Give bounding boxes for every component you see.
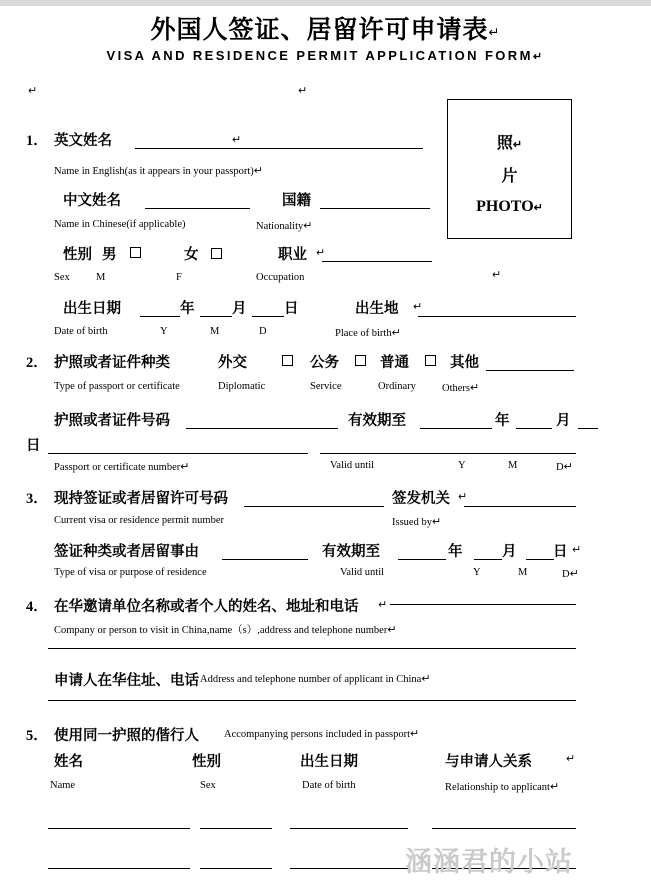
column-header-sex-cn: 性别 [192,754,221,770]
photo-char-1: 照 [496,135,513,152]
field-current-visa-number[interactable] [244,506,384,507]
label-dob-cn: 出生日期 [63,301,121,317]
label-visa-valid-d-text: D [562,569,570,580]
label-visa-valid-year-cn: 年 [448,544,463,560]
field-passport-number[interactable] [186,428,338,429]
label-accompanying-en [224,727,419,740]
pilcrow-title: ↵ [488,24,501,40]
field-name-english[interactable] [135,148,423,149]
label-name-english-cn: 英文姓名 [54,133,112,149]
label-passport-valid-m: M [508,460,518,471]
field-occupation[interactable] [322,261,432,262]
label-visa-valid-month-cn: 月 [502,544,517,560]
label-passport-valid-month-cn: 月 [556,413,571,429]
label-dob-y: Y [160,326,168,337]
pilcrow-mark: ↵ [253,165,263,177]
checkbox-ordinary[interactable] [425,355,436,366]
column-header-dob-cn: 出生日期 [300,754,358,770]
label-applicant-address-en [200,672,431,685]
pilcrow-mark: ↵ [316,247,326,259]
column-header-name-en: Name [50,780,76,791]
label-passport-number-cn: 护照或者证件号码 [54,413,170,429]
label-name-english-en [54,164,263,177]
label-service-en: Service [310,381,342,392]
field-visa-valid-year[interactable] [398,559,446,560]
label-passport-valid-cn: 有效期至 [348,413,406,429]
checkbox-female[interactable] [211,248,222,259]
field-visa-valid-day[interactable] [526,559,554,560]
field-inviter-line-1[interactable] [48,648,576,649]
page-subtitle [0,48,651,63]
photo-label-cn-2 [447,163,572,186]
pilcrow-mark: ↵ [569,568,579,580]
label-inviter-cn: 在华邀请单位名称或者个人的姓名、地址和电话 [54,599,359,615]
label-nationality-en-text: Nationality [256,221,304,232]
label-occupation-en: Occupation [256,272,305,283]
label-dob-day-cn: 日 [284,301,299,317]
checkbox-diplomatic[interactable] [282,355,293,366]
field-applicant-address-line[interactable] [48,700,576,701]
photo-label-en [447,198,572,216]
label-nationality-cn: 国籍 [282,193,311,209]
label-inviter-en [54,622,397,637]
label-pob-en-text: Place of birth [335,328,392,339]
pilcrow-subtitle: ↵ [532,51,545,63]
label-accompanying-en-text: Accompanying persons included in passport [224,729,411,740]
label-service-cn: 公务 [310,355,339,371]
label-passport-valid-day-cn: 日 [26,438,41,454]
field-visa-valid-month[interactable] [474,559,502,560]
pilcrow-mark: ↵ [303,220,313,232]
label-female-en: F [176,272,182,283]
label-inviter-en-text: Company or person to visit in China,name（s）,address and telephone number [54,625,388,636]
label-sex-cn: 性别 [63,247,92,263]
column-header-relationship-en-text: Relationship to applicant [445,782,550,793]
field-dob-year[interactable] [140,316,180,317]
photo-label-photo: PHOTO [476,198,534,215]
label-visa-type-cn: 签证种类或者居留事由 [54,544,199,560]
label-visa-valid-en: Valid until [340,567,385,578]
label-others-en-text: Others [442,383,470,394]
label-visa-valid-m: M [518,567,528,578]
pilcrow-mark: ↵ [572,544,582,556]
pilcrow-mark: ↵ [470,382,480,394]
section-2-number: 2． [26,355,48,371]
label-passport-valid-d-text: D [556,462,564,473]
field-name-chinese[interactable] [145,208,250,209]
label-current-visa-cn: 现持签证或者居留许可号码 [54,491,228,507]
column-header-dob-en: Date of birth [302,780,356,791]
checkbox-male[interactable] [130,247,141,258]
label-passport-valid-y: Y [458,460,466,471]
label-dob-m: M [210,326,220,337]
label-accompanying-cn: 使用同一护照的偕行人 [54,728,199,744]
label-ordinary-en: Ordinary [378,381,416,392]
page-title [0,10,651,46]
pilcrow-mark: ↵ [180,461,190,473]
field-place-of-birth[interactable] [418,316,576,317]
field-passport-number-continued[interactable] [48,453,308,454]
label-applicant-address-en-text: Address and telephone number of applicant in China [200,674,422,685]
label-passport-type-cn: 护照或者证件种类 [54,355,170,371]
page-title-text: 外国人签证、居留许可申请表 [150,17,489,44]
label-pob-cn: 出生地 [355,301,399,317]
pilcrow-mark: ↵ [391,327,401,339]
label-visa-valid-y: Y [473,567,481,578]
label-occupation-cn: 职业 [278,247,307,263]
pilcrow-mark: ↵ [413,301,423,313]
field-passport-valid-continued[interactable] [320,453,576,454]
label-male-en: M [96,272,106,283]
label-passport-valid-en: Valid until [330,460,375,471]
label-dob-d: D [259,326,267,337]
page-subtitle-text: VISA AND RESIDENCE PERMIT APPLICATION FORM [106,48,533,63]
column-header-relationship-en [445,780,559,793]
pilcrow-mark: ↵ [387,624,397,636]
label-name-chinese-cn: 中文姓名 [63,193,121,209]
label-name-english-en-text: Name in English(as it appears in your passport) [54,166,254,177]
label-sex-en: Sex [54,272,70,283]
label-visa-valid-cn: 有效期至 [322,544,380,560]
section-5-number: 5． [26,728,48,744]
pilcrow-mark: ↵ [492,269,502,281]
pilcrow-mark: ↵ [378,599,388,611]
pilcrow-mark: ↵ [549,781,560,793]
label-issued-by-en [392,515,441,528]
pilcrow-mark: ↵ [533,202,543,214]
label-ordinary-cn: 普通 [380,355,409,371]
table-row[interactable] [200,868,272,869]
field-dob-month[interactable] [200,316,232,317]
field-passport-valid-day[interactable] [578,428,598,429]
label-passport-number-en-text: Passport or certificate number [54,462,181,473]
label-others-cn: 其他 [450,355,479,371]
pilcrow-mark: ↵ [232,134,242,146]
field-visa-type[interactable] [222,559,308,560]
field-passport-valid-month[interactable] [516,428,552,429]
watermark: 涵涵君的小站 [405,847,573,877]
label-issued-by-en-text: Issued by [392,517,432,528]
label-name-chinese-en: Name in Chinese(if applicable) [54,219,186,230]
pilcrow-mark: ↵ [28,85,38,97]
field-others-specify[interactable] [486,370,574,371]
field-dob-day[interactable] [252,316,284,317]
pilcrow-mark: ↵ [421,673,431,685]
pilcrow-mark: ↵ [458,491,468,503]
table-row[interactable] [290,868,408,869]
label-diplomatic-en: Diplomatic [218,381,266,392]
table-row[interactable] [290,828,408,829]
table-row[interactable] [48,828,190,829]
label-dob-year-cn: 年 [180,301,195,317]
field-nationality[interactable] [320,208,430,209]
table-row[interactable] [432,828,576,829]
column-header-relationship-cn: 与申请人关系 [445,754,532,770]
section-3-number: 3． [26,491,48,507]
label-passport-valid-d [556,460,573,473]
pilcrow-mark: ↵ [410,728,420,740]
photo-char-2: 片 [501,168,518,185]
label-passport-number-en [54,460,189,473]
pilcrow-mark: ↵ [431,516,442,528]
label-female-cn: 女 [184,247,199,263]
section-4-number: 4． [26,599,48,615]
section-1-number: 1． [26,133,48,149]
column-header-name-cn: 姓名 [54,754,83,770]
label-passport-type-en: Type of passport or certificate [54,381,180,392]
pilcrow-mark: ↵ [512,139,523,151]
label-passport-valid-year-cn: 年 [495,413,510,429]
table-row[interactable] [200,828,272,829]
label-applicant-address-cn: 申请人在华住址、电话 [54,673,199,689]
page-top-band [0,0,651,6]
pilcrow-mark: ↵ [298,85,308,97]
photo-label-cn-1 [447,130,572,153]
column-header-sex-en: Sex [200,780,216,791]
label-others-en [442,381,479,394]
label-dob-month-cn: 月 [232,301,247,317]
label-current-visa-en: Current visa or residence permit number [54,515,224,526]
label-diplomatic-cn: 外交 [218,355,247,371]
field-issued-by[interactable] [464,506,576,507]
field-inviter-top[interactable] [390,604,576,605]
field-passport-valid-year[interactable] [420,428,492,429]
label-male-cn: 男 [102,247,117,263]
pilcrow-mark: ↵ [563,461,573,473]
label-issued-by-cn: 签发机关 [392,491,450,507]
label-pob-en [335,326,401,339]
checkbox-service[interactable] [355,355,366,366]
label-dob-en: Date of birth [54,326,108,337]
label-nationality-en [256,219,312,232]
table-row[interactable] [48,868,190,869]
label-visa-valid-day-cn: 日 [553,544,568,560]
label-visa-valid-d [562,567,579,580]
label-visa-type-en: Type of visa or purpose of residence [54,567,207,578]
pilcrow-mark: ↵ [566,753,576,765]
